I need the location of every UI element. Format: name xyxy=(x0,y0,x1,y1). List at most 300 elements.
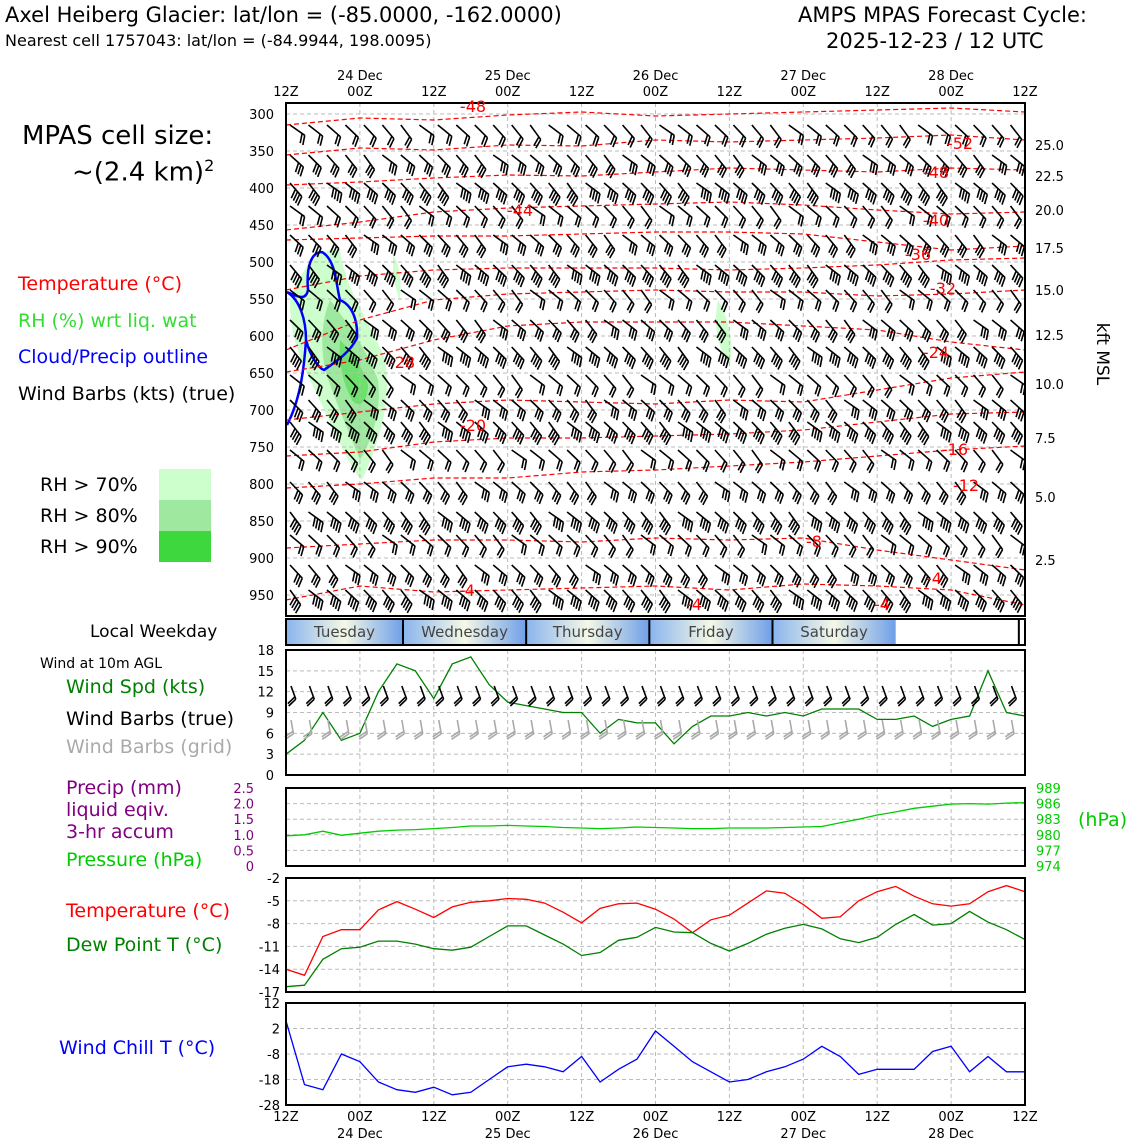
wind-barb-flag xyxy=(394,246,396,256)
wind-barb-flag xyxy=(832,354,834,364)
wind-barb-flag xyxy=(390,575,393,584)
wind-barb-flag xyxy=(746,411,748,421)
wind-barb-flag xyxy=(340,193,342,203)
wind-barb-flag xyxy=(540,214,542,224)
forecast-cycle-label: AMPS MPAS Forecast Cycle: xyxy=(798,3,1087,27)
wind-barb-flag xyxy=(466,356,468,366)
wind-barb-flag xyxy=(683,517,685,527)
wind-barb-flag xyxy=(829,517,832,526)
wind-barb-flag xyxy=(830,270,832,280)
wind-barb-flag xyxy=(649,410,652,419)
wind-barb-flag xyxy=(850,355,853,364)
wind-barb-flag xyxy=(616,576,618,586)
wind-barb-flag xyxy=(301,461,304,471)
wind-barb-flag xyxy=(579,523,581,533)
wind-barb-flag xyxy=(520,329,523,338)
wind-barb-flag xyxy=(986,493,988,503)
wind-barb-flag xyxy=(480,520,483,529)
wind-barb-flag xyxy=(628,573,631,582)
wind-barb-flag xyxy=(765,545,767,555)
wind-barb-flag xyxy=(541,167,544,176)
wind-barb-flag xyxy=(407,162,410,171)
wind-barb-flag xyxy=(631,409,634,419)
wind-barb-flag xyxy=(910,332,913,341)
wind-barb-flag xyxy=(561,136,563,146)
wind-barb-flag xyxy=(502,491,505,501)
wind-tick-label: 3 xyxy=(265,748,274,764)
temperature-contour-label: -12 xyxy=(952,476,980,495)
wind-barb-flag xyxy=(708,523,711,533)
wind-barb-flag xyxy=(942,270,944,280)
wind-barb-flag xyxy=(670,133,672,143)
wind-barb-flag xyxy=(428,545,431,554)
wind-barb-flag xyxy=(543,301,545,311)
wind-barb-flag xyxy=(467,602,470,611)
wind-barb-flag xyxy=(430,547,433,556)
wind-barb-flag xyxy=(560,301,563,311)
wind-barb-flag xyxy=(536,163,539,172)
wind-barb-flag xyxy=(414,300,416,310)
wind-barb-flag xyxy=(927,299,930,309)
wind-barb-flag xyxy=(591,520,594,529)
wind-barb-flag xyxy=(571,517,573,527)
wind-barb-flag xyxy=(1021,412,1024,421)
wind-barb-flag xyxy=(522,494,525,503)
wind-barb-flag xyxy=(395,545,397,555)
wind-barb-flag xyxy=(997,191,1000,200)
wind-barb-flag xyxy=(408,410,411,419)
wind-barb-flag xyxy=(335,190,337,200)
top-time-label: 12Z xyxy=(421,85,447,100)
wind-barb-flag xyxy=(318,521,320,531)
wind-barb-flag xyxy=(724,356,727,365)
wind-barb-flag xyxy=(961,598,964,607)
wind-barb-flag xyxy=(612,327,614,337)
wind-barb-flag xyxy=(801,301,803,311)
wind-barb-flag xyxy=(299,544,302,553)
wind-barb-flag xyxy=(579,601,582,611)
wind-barb-flag xyxy=(944,429,946,439)
wind-barb-flag xyxy=(338,602,341,611)
wind-barb-flag xyxy=(1020,544,1022,554)
wind-barb-flag xyxy=(706,356,708,366)
wind-barb-flag xyxy=(442,595,444,605)
wind-barb-flag xyxy=(1016,490,1019,499)
wind-barb-flag xyxy=(873,163,875,173)
wind-barb-flag xyxy=(393,577,396,586)
wind-barb-flag xyxy=(388,573,391,582)
weekday-label: Wednesday xyxy=(421,623,509,641)
temperature-tick-label: -2 xyxy=(267,872,280,887)
wind-barb-flag xyxy=(981,327,983,337)
wind-barb-flag xyxy=(576,521,578,531)
rh-legend-70-label: RH > 70% xyxy=(40,474,138,496)
wind-barb-flag xyxy=(303,217,305,227)
top-time-label: 12Z xyxy=(1012,85,1038,100)
wind-barb-flag xyxy=(947,302,950,311)
wind-barb-flag xyxy=(701,270,703,280)
wind-barb-flag xyxy=(352,190,354,200)
wind-barb-flag xyxy=(542,546,545,556)
pressure-tick-label: 550 xyxy=(249,293,274,308)
wind-barb-flag xyxy=(316,519,318,529)
wind-barb-flag xyxy=(982,192,985,201)
wind-tick-label: 15 xyxy=(257,664,274,680)
wind-barb-flag xyxy=(316,429,318,439)
wind-barb-flag xyxy=(590,188,592,198)
wind-barb-flag xyxy=(719,270,722,280)
wind-barb-flag xyxy=(393,543,395,553)
wind-barb-flag xyxy=(428,459,431,468)
wind-barb-flag xyxy=(448,302,451,311)
pressure-tick-label: 450 xyxy=(249,219,274,234)
wind-barb-flag xyxy=(780,412,783,421)
wind-barb-flag xyxy=(333,597,336,606)
wind-barb-flag xyxy=(560,387,563,396)
wind-barb-flag xyxy=(633,577,636,586)
wind-barb-flag xyxy=(482,522,485,531)
wind-barb-flag xyxy=(998,489,1001,498)
wind-barb-flag xyxy=(687,299,690,308)
wind-barb-flag xyxy=(443,352,445,362)
wind-barb-flag xyxy=(351,598,354,607)
wind-barb-flag xyxy=(407,243,410,252)
wind-barb-flag xyxy=(482,489,484,499)
wind-barb-flag xyxy=(598,575,600,585)
wind-barb-flag xyxy=(812,517,814,527)
wind-barb-flag xyxy=(835,431,838,441)
wind-barb-flag xyxy=(301,547,304,556)
wind-barb-flag xyxy=(722,489,724,499)
wind-barb-flag xyxy=(468,358,470,368)
wind-barb-flag xyxy=(448,431,450,441)
wind-barb-flag xyxy=(761,244,763,254)
wind-barb-flag xyxy=(704,216,707,225)
pressure-tick-label: 750 xyxy=(249,441,274,456)
wind-barb-flag xyxy=(519,575,522,584)
wind-barb-flag xyxy=(611,407,613,417)
wind-barb-flag xyxy=(779,164,782,173)
wind-barb-flag xyxy=(834,600,837,609)
pressure-tick-label-right: 977 xyxy=(1036,844,1061,860)
wind-barb-flag xyxy=(518,162,520,172)
wind-barb-flag xyxy=(718,596,721,605)
wind-barb-flag xyxy=(836,218,839,227)
wind-barb-flag xyxy=(979,430,982,439)
wind-barb-flag xyxy=(442,517,444,527)
temperature-tick-label: -14 xyxy=(258,963,280,979)
wind-barb-flag xyxy=(665,163,668,172)
wind-barb-flag xyxy=(998,407,1001,417)
wind-barb-flag xyxy=(811,595,813,605)
wind-barb-flag xyxy=(609,430,612,439)
wind-barb-flag xyxy=(963,572,965,582)
temperature-contour-label: -40 xyxy=(922,211,950,230)
wind-barb-flag xyxy=(589,352,592,362)
wind-barb-flag xyxy=(848,352,851,361)
wind-barb-flag xyxy=(719,188,721,198)
wind-barb-flag xyxy=(298,165,301,174)
wind-barb-flag xyxy=(376,331,378,341)
wind-barb-flag xyxy=(818,387,821,396)
wind-barb-flag xyxy=(946,521,948,531)
wind-barb-flag xyxy=(500,327,502,337)
wind-barb-flag xyxy=(1019,330,1022,339)
wind-barb-flag xyxy=(887,490,890,499)
temperature-contour-label: -4 xyxy=(686,595,702,614)
label-wind-speed: Wind Spd (kts) xyxy=(66,676,206,698)
wind-barb-flag xyxy=(389,162,391,172)
wind-barb-flag xyxy=(740,489,742,499)
wind-barb-flag xyxy=(871,574,874,583)
wind-barb-flag xyxy=(928,599,930,609)
wind-barb-flag xyxy=(690,523,692,533)
wind-barb-flag xyxy=(429,215,431,225)
wind-barb-flag xyxy=(427,165,430,174)
wind-barb-flag xyxy=(683,427,685,437)
wind-barb-flag xyxy=(517,573,520,582)
wind-barb-flag xyxy=(763,494,766,503)
wind-barb-flag xyxy=(1001,491,1004,500)
wind-barb-flag xyxy=(466,192,468,202)
wind-barb-flag xyxy=(926,460,929,469)
wind-barb-flag xyxy=(687,215,690,225)
wind-barb-flag xyxy=(709,276,711,286)
wind-barb-flag xyxy=(594,600,597,609)
wind-tick-label: 12 xyxy=(257,685,274,701)
wind-barb-flag xyxy=(743,491,745,501)
weekday-label: Tuesday xyxy=(313,623,376,641)
wind-barb-flag xyxy=(525,460,527,470)
temperature-contour-label: -28 xyxy=(388,353,416,372)
wind-barb-flag xyxy=(800,386,803,396)
wind-barb-flag xyxy=(745,493,747,503)
wind-barb-flag xyxy=(854,524,857,533)
wind-barb-flag xyxy=(445,354,447,364)
wind-barb-flag xyxy=(468,276,470,286)
wind-barb-flag xyxy=(449,136,452,146)
wind-barb-flag xyxy=(1005,166,1007,176)
wind-barb-flag xyxy=(669,215,671,225)
wind-barb-flag xyxy=(617,330,619,340)
wind-barb-flag xyxy=(651,494,654,503)
pressure-tick-label-right: 974 xyxy=(1036,860,1061,875)
wind-barb-flag xyxy=(487,576,489,586)
wind-barb-flag xyxy=(369,273,372,282)
wind-barb-flag xyxy=(630,193,633,202)
wind-barb-flag xyxy=(652,247,655,256)
wind-barb-flag xyxy=(727,576,729,586)
wind-barb-flag xyxy=(855,359,858,368)
wind-barb-flag xyxy=(812,427,814,437)
label-pressure: Pressure (hPa) xyxy=(66,849,203,871)
wind-barb-flag xyxy=(853,274,856,283)
wind-barb-flag xyxy=(613,192,616,201)
wind-barb-flag xyxy=(332,188,334,198)
kft-tick-label: 7.5 xyxy=(1035,432,1056,447)
wind-barb-flag xyxy=(575,216,578,225)
wind-barb-flag xyxy=(815,354,817,364)
wind-barb-flag xyxy=(1021,332,1024,341)
wind-barb-flag xyxy=(762,577,765,586)
wind-barb-flag xyxy=(594,522,597,531)
wind-barb-flag xyxy=(1001,329,1003,339)
wind-barb-flag xyxy=(353,600,356,609)
wind-barb-flag xyxy=(891,458,893,468)
wind-barb-flag xyxy=(376,493,378,503)
wind-barb-flag xyxy=(874,577,877,586)
pressure-tick-label-right: 983 xyxy=(1036,813,1061,829)
wind-barb-flag xyxy=(760,575,763,584)
wind-barb-flag xyxy=(852,432,855,441)
wind-barb-flag xyxy=(984,328,986,338)
wind-barb-flag xyxy=(499,191,502,200)
wind-barb-flag xyxy=(667,165,670,174)
wind-barb-flag xyxy=(781,298,783,308)
wind-barb-flag xyxy=(613,574,615,584)
wind-barb-flag xyxy=(500,407,502,417)
weekday-label: Saturday xyxy=(800,623,868,641)
wind-barb-flag xyxy=(776,408,779,417)
temperature-contour-label: -4 xyxy=(459,581,475,600)
wind-barb-flag xyxy=(610,355,613,364)
wind-barb-flag xyxy=(450,601,452,611)
wind-barb-flag xyxy=(559,520,561,530)
wind-barb-flag xyxy=(894,546,896,556)
top-date-label: 27 Dec xyxy=(780,69,827,84)
wind-barb-flag xyxy=(870,275,873,284)
pressure-tick-label: 850 xyxy=(249,515,274,530)
wind-barb-flag xyxy=(706,274,708,284)
wind-barb-flag xyxy=(496,189,499,198)
wind-barb-flag xyxy=(705,135,708,144)
wind-barb-flag xyxy=(540,299,542,309)
wind-barb-flag xyxy=(838,194,840,204)
wind-barb-flag xyxy=(783,386,785,396)
wind-barb-flag xyxy=(778,330,781,339)
wind-barb-flag xyxy=(488,410,490,420)
kft-tick-label: 20.0 xyxy=(1035,204,1064,219)
wind-barb-flag xyxy=(836,137,839,146)
wind-barb-flag xyxy=(977,188,980,197)
wind-barb-flag xyxy=(411,412,414,421)
wind-barb-flag xyxy=(931,522,933,532)
pressure-tick-label: 900 xyxy=(249,552,274,567)
precip-tick-label: 1.0 xyxy=(233,828,254,844)
wind-barb-flag xyxy=(478,270,481,279)
wind-barb-flag xyxy=(501,275,504,284)
wind-barb-flag xyxy=(574,597,577,607)
wind-barb-flag xyxy=(574,429,576,439)
wind-barb-flag xyxy=(649,492,652,501)
wind-barb-flag xyxy=(850,430,853,439)
wind-barb-flag xyxy=(688,521,690,531)
label-pressure-unit: (hPa) xyxy=(1078,809,1128,831)
wind-barb-flag xyxy=(959,352,962,362)
wind-barb-flag xyxy=(890,164,892,174)
wind-barb-flag xyxy=(610,273,613,282)
wind-barb-flag xyxy=(671,547,674,556)
wind-barb-flag xyxy=(505,331,507,341)
wind-barb-flag xyxy=(868,191,871,200)
wind-barb-flag xyxy=(800,547,803,556)
wind-barb-flag xyxy=(650,164,653,174)
wind-barb-flag xyxy=(593,190,595,200)
wind-barb-flag xyxy=(625,189,628,198)
wind-barb-flag xyxy=(930,301,933,311)
wind-barb-flag xyxy=(540,332,543,341)
wind-barb-flag xyxy=(300,247,303,256)
temperature-tick-label: -5 xyxy=(267,894,280,910)
wind-barb-flag xyxy=(557,545,560,554)
wind-barb-flag xyxy=(688,547,691,556)
wind-barb-flag xyxy=(687,134,689,144)
wind-barb-flag xyxy=(445,429,447,439)
wind-barb-flag xyxy=(447,134,450,144)
wind-barb-flag xyxy=(740,407,742,417)
wind-barb-flag xyxy=(779,245,782,254)
wind-barb-flag xyxy=(647,242,650,251)
wind-barb-flag xyxy=(450,433,452,443)
wind-barb-flag xyxy=(757,573,760,582)
cell-size-sup: 2 xyxy=(204,156,215,175)
wind-barb-flag xyxy=(817,521,819,531)
wind-barb-flag xyxy=(736,353,739,362)
wind-barb-flag xyxy=(558,215,560,225)
wind-barb-flag xyxy=(375,195,378,204)
wind-barb-flag xyxy=(374,243,376,253)
wind-barb-flag xyxy=(871,193,874,202)
wind-barb-flag xyxy=(427,597,429,607)
wind-barb-flag xyxy=(554,517,556,527)
wind-barb-flag xyxy=(629,407,632,417)
wind-barb-flag xyxy=(706,431,708,441)
wind-barb-flag xyxy=(966,524,969,533)
wind-barb-flag xyxy=(759,162,761,172)
wind-barb-flag xyxy=(703,429,705,439)
wind-barb-flag xyxy=(336,521,339,531)
wind-barb-flag xyxy=(467,524,470,533)
bottom-time-label: 00Z xyxy=(790,1110,817,1125)
wind-barb-flag xyxy=(628,191,631,200)
wind-barb-flag xyxy=(869,489,872,499)
wind-barb-flag xyxy=(1000,193,1003,202)
bottom-time-label: 00Z xyxy=(938,1110,964,1125)
wind-barb-flag xyxy=(447,521,449,531)
legend-barbs: Wind Barbs (kts) (true) xyxy=(18,383,236,405)
wind-barb-flag xyxy=(708,602,711,611)
wind-barb-flag xyxy=(413,546,415,556)
temperature-contour-label: -36 xyxy=(904,245,932,264)
wind-barb-flag xyxy=(614,359,617,368)
wind-barb-flag xyxy=(704,190,706,200)
wind-barb-flag xyxy=(985,195,988,204)
wind-barb-flag xyxy=(559,599,561,609)
bottom-date-label: 26 Dec xyxy=(632,1127,679,1140)
top-time-label: 12Z xyxy=(273,85,299,100)
label-precip-1: Precip (mm) xyxy=(66,777,182,799)
label-dewpoint: Dew Point T (°C) xyxy=(66,934,223,956)
wind-barb-flag xyxy=(302,386,304,396)
wind-barb-flag xyxy=(631,575,634,584)
wind-barb-flag xyxy=(817,462,820,471)
wind-barb-flag xyxy=(1019,164,1022,174)
wind-barb-flag xyxy=(866,271,869,280)
wind-barb-flag xyxy=(778,410,781,419)
wind-barb-flag xyxy=(706,302,709,311)
wind-barb-flag xyxy=(737,188,740,197)
wind-barb-flag xyxy=(912,301,914,311)
